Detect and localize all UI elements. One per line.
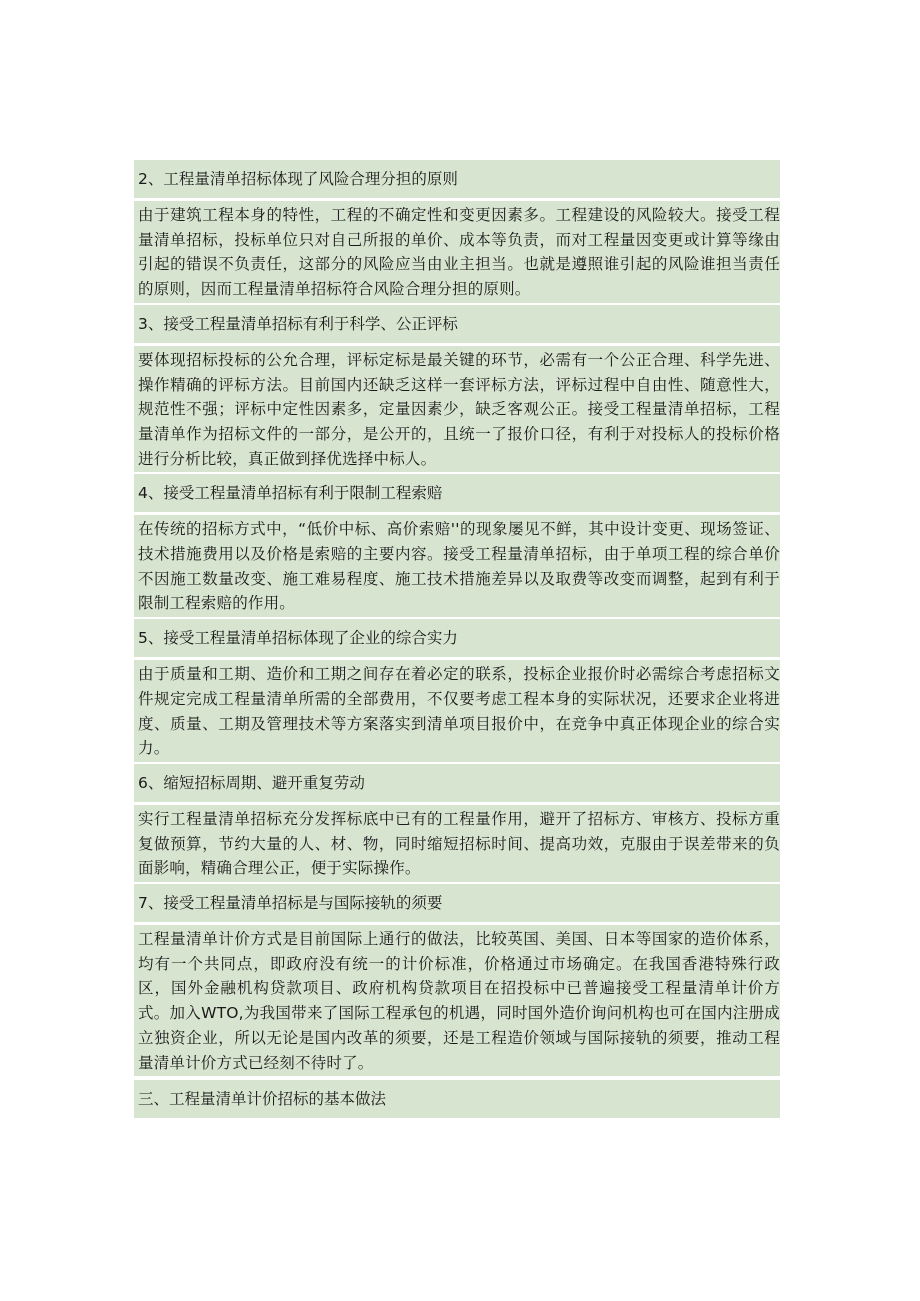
section-paragraph-5: 由于质量和工期、造价和工期之间存在着必定的联系，投标企业报价时必需综合考虑招标文件规定完成工程量清单所需的全部费用，不仅要考虑工程本身的实际状况，还要求企业将进度、质量、工期及管理技术等方案落实到清单项目报价中，在竞争中真正体现企业的综合实力。 (134, 660, 780, 762)
section-heading-4: 4、接受工程量清单招标有利于限制工程索赔 (134, 474, 780, 512)
section-paragraph-7: 工程量清单计价方式是目前国际上通行的做法，比较英国、美国、日本等国家的造价体系，均有一个共同点，即政府没有统一的计价标准，价格通过市场确定。在我国香港特殊行政区，国外金融机构贷款项目、政府机构贷款项目在招投标中已普遍接受工程量清单计价方式。加入WTO,为我国带来了国际工程承包的机遇，同时国外造价询问机构也可在国内注册成立独资企业，所以无论是国内改革的须要，还是工程造价领域与国际接轨的须要，推动工程量清单计价方式已经刻不待时了。 (134, 925, 780, 1076)
chapter-heading-three: 三、工程量清单计价招标的基本做法 (134, 1080, 780, 1118)
document-body (134, 160, 780, 1121)
section-paragraph-3: 要体现招标投标的公允合理，评标定标是最关键的环节，必需有一个公正合理、科学先进、操作精确的评标方法。目前国内还缺乏这样一套评标方法，评标过程中自由性、随意性大，规范性不强；评标中定性因素多，定量因素少，缺乏客观公正。接受工程量清单招标，工程量清单作为招标文件的一部分，是公开的，且统一了报价口径，有利于对投标人的投标价格进行分析比较，真正做到择优选择中标人。 (134, 346, 780, 473)
section-heading-2: 2、工程量清单招标体现了风险合理分担的原则 (134, 160, 780, 198)
section-heading-7: 7、接受工程量清单招标是与国际接轨的须要 (134, 884, 780, 922)
section-paragraph-2: 由于建筑工程本身的特性，工程的不确定性和变更因素多。工程建设的风险较大。接受工程量清单招标，投标单位只对自己所报的单价、成本等负责，而对工程量因变更或计算等缘由引起的错误不负责任，这部分的风险应当由业主担当。也就是遵照谁引起的风险谁担当责任的原则，因而工程量清单招标符合风险合理分担的原则。 (134, 201, 780, 303)
section-heading-6: 6、缩短招标周期、避开重复劳动 (134, 764, 780, 802)
section-heading-5: 5、接受工程量清单招标体现了企业的综合实力 (134, 619, 780, 657)
section-heading-3: 3、接受工程量清单招标有利于科学、公正评标 (134, 305, 780, 343)
section-paragraph-4: 在传统的招标方式中，“低价中标、高价索赔''的现象屡见不鲜，其中设计变更、现场签证、技术措施费用以及价格是索赔的主要内容。接受工程量清单招标，由于单项工程的综合单价不因施工数量改变、施工难易程度、施工技术措施差异以及取费等改变而调整，起到有利于限制工程索赔的作用。 (134, 515, 780, 617)
section-paragraph-6: 实行工程量清单招标充分发挥标底中已有的工程量作用，避开了招标方、审核方、投标方重复做预算，节约大量的人、材、物，同时缩短招标时间、提高功效，克服由于误差带来的负面影响，精确合理公正，便于实际操作。 (134, 805, 780, 882)
